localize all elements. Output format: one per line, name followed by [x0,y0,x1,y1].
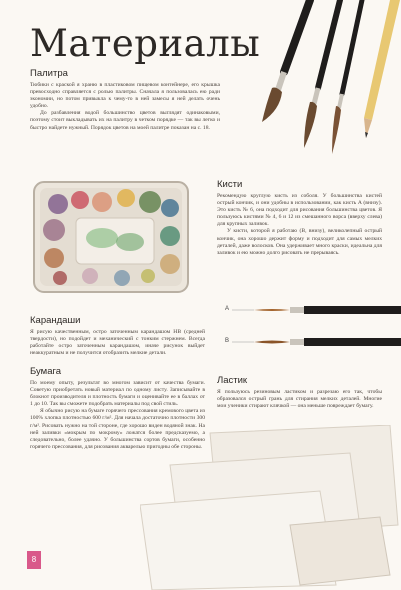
pencils-paragraph: Я рисую качественным, остро заточенным карандашом HB (средней твердости), но подойдет и механический с тонким стержнем. Всегда работайте остро заточенным карандашом, иначе рисунок выйдет неаккуратным и не получится отобразить мелкие детали. [30,329,205,357]
eraser-heading: Ластик [217,375,248,386]
brush-large-graphic [262,0,310,122]
brushes-paragraph: У кисти, которой я работаю (B, внизу), великолепный острый кончик, она хорошо держит форму и подходит для самых мелких деталей, даже волосков. Она удерживает много краски, идеальна для заливок и ею можно долго рисовать не прерываясь. [217,228,382,256]
watercolor-palette-illustration [30,178,192,296]
palette-text [30,82,220,132]
brushes-text [217,193,382,257]
brush-b-label: B [225,338,230,344]
page-title: Материалы [30,22,261,65]
paper-heading: Бумага [30,366,62,377]
brushes-paragraph: Рекомендую круглую кисть из соболя. У большинства кистей острый кончик, и они удобны в использовании, как кисть A (внизу). Это кисть № 6, она подходит для рисования большинства цветов. Я пользуюсь кистями № 4, 6 и 12 из смешанного ворса (вверху слева) для крупных заливок. [217,193,382,228]
brushes-illustration [240,0,401,172]
pencil-graphic [364,0,400,138]
eraser-text [217,389,382,410]
page-number: 8 [27,551,41,569]
paper-sheets-illustration [140,425,401,590]
paper-paragraph: По моему опыту, результат во многом зависит от качества бумаги. Советую приобретать новый материал по одному листу. Записывайте в блокнот производителя и плотность бумаги и оценивайте ее в баллах от 1 до 10. Так вы сможете подобрать материалы под свой стиль. [30,380,205,408]
pencils-heading: Карандаши [30,315,81,326]
palette-paragraph: До разбавления водой большинство цветов выглядят одинаковыми, поэтому стоит выкладывать их на палитру в четком порядке — так вы легко и быстро найдете нужный. Порядок цветов на моей палитре показан на с. 18. [30,110,220,131]
eraser-paragraph: Я пользуюсь резиновым ластиком и разрезаю его так, чтобы образовался острый грань для стирания мелких деталей. Многие мои ученики стирают клячкой — она меньше повреждает бумагу. [217,389,382,410]
brushes-heading: Кисти [217,179,243,190]
brush-a-label: A [225,306,230,312]
palette-paragraph: Тюбики с краской я храню в пластиковом пищевом контейнере, его крышка превосходно справляется с ролью палитры. Сначала я пользовалась ею ради экономии, но потом привыкла к чему-то в ней замесы я ней делать очень удобно. [30,82,220,110]
paper-paragraph: Я обычно рисую на бумаге горячего прессования кремового цвета из 100% хлопка плотностью 600 г/м². Для начала достаточно плотности 300 г/м². Рисовать нужно на той стороне, где хорошо виден водяной знак. На ней заливки «мокрым по мокрому» ложатся более предсказуемо, а следовательно, более удачно. У большинства сортов бумаги, особенно горячего прессования, для рисования акварелью пригодны обе стороны. [30,408,205,450]
palette-heading: Палитра [30,68,68,79]
pencils-text [30,329,205,357]
brushes-ab-illustration [232,296,401,354]
